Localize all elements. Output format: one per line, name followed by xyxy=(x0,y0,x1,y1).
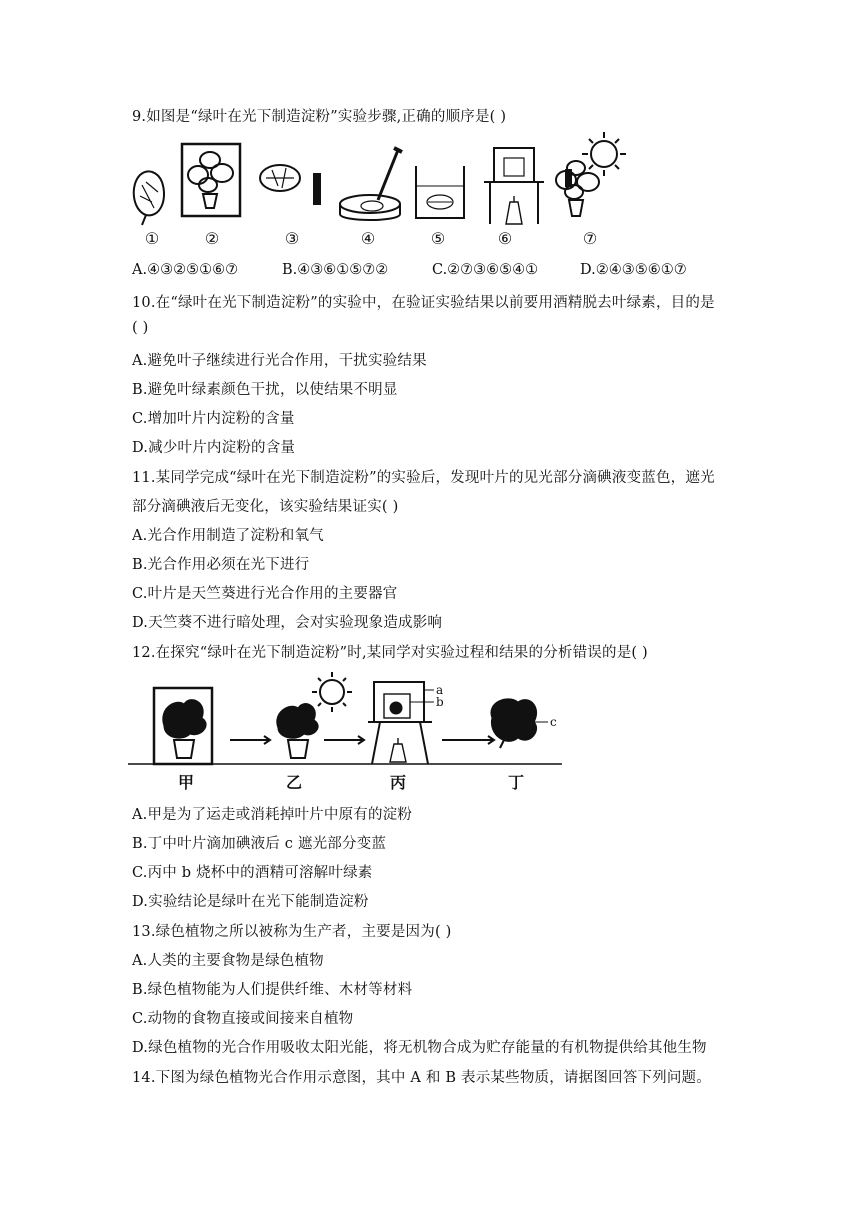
q12-option-a[interactable]: A.甲是为了运走或消耗掉叶片中原有的淀粉 xyxy=(132,807,413,823)
q9-fig-label-6: ⑥ xyxy=(497,229,513,248)
q9-fig-label-4: ④ xyxy=(360,229,376,248)
q11-option-a[interactable]: A.光合作用制造了淀粉和氧气 xyxy=(132,528,324,544)
q13-option-c[interactable]: C.动物的食物直接或间接来自植物 xyxy=(132,1011,354,1027)
beaker-leaf-icon xyxy=(416,166,464,218)
q11-stem-line1: 11.某同学完成“绿叶在光下制造淀粉”的实验后，发现叶片的见光部分滴碘液变蓝色，遮光 xyxy=(132,470,715,486)
water-bath-icon xyxy=(484,148,544,224)
q10-option-a[interactable]: A.避免叶子继续进行光合作用，干扰实验结果 xyxy=(132,353,427,369)
q9-option-c[interactable]: C.②⑦③⑥⑤④① xyxy=(432,262,539,278)
q9-fig-label-5: ⑤ xyxy=(430,229,446,248)
q9-fig-label-2: ② xyxy=(204,229,220,248)
q12-option-d[interactable]: D.实验结论是绿叶在光下能制造淀粉 xyxy=(132,894,369,910)
q11-option-b[interactable]: B.光合作用必须在光下进行 xyxy=(132,557,310,573)
q9-stem: 9.如图是“绿叶在光下制造淀粉”实验步骤,正确的顺序是( ) xyxy=(132,109,507,125)
q12-fig-label-bing: 丙 xyxy=(389,773,407,792)
q13-option-a[interactable]: A.人类的主要食物是绿色植物 xyxy=(132,953,324,969)
leaf-icon xyxy=(491,699,548,748)
leaf-covered-icon xyxy=(260,165,320,204)
q11-option-d[interactable]: D.天竺葵不进行暗处理，会对实验现象造成影响 xyxy=(132,615,443,631)
q10-stem-line1: 10.在“绿叶在光下制造淀粉”的实验中，在验证实验结果以前要用酒精脱去叶绿素，目的是 xyxy=(132,295,715,311)
water-bath-beakers-icon xyxy=(368,682,434,764)
q13-stem: 13.绿色植物之所以被称为生产者，主要是因为( ) xyxy=(132,924,452,940)
q12-mark-a: a xyxy=(436,683,444,697)
potted-plant-sunlight-icon xyxy=(556,132,626,216)
leaf-icon xyxy=(134,171,164,225)
petri-dish-dropper-icon xyxy=(340,148,402,220)
q12-figure xyxy=(128,668,588,796)
q11-stem-line2: 部分滴碘液后无变化，该实验结果证实( ) xyxy=(132,499,399,515)
q12-option-b[interactable]: B.丁中叶片滴加碘液后 c 遮光部分变蓝 xyxy=(132,836,387,852)
q9-option-b[interactable]: B.④③⑥①⑤⑦② xyxy=(282,262,389,278)
q12-fig-label-ding: 丁 xyxy=(507,773,525,792)
q10-option-b[interactable]: B.避免叶绿素颜色干扰，以使结果不明显 xyxy=(132,382,398,398)
q9-figure xyxy=(128,130,648,252)
q14-stem: 14.下图为绿色植物光合作用示意图，其中 A 和 B 表示某些物质，请据图回答下列问题。 xyxy=(132,1070,711,1086)
q12-mark-c: c xyxy=(550,715,557,729)
q12-option-c[interactable]: C.丙中 b 烧杯中的酒精可溶解叶绿素 xyxy=(132,865,373,881)
q12-fig-label-jia: 甲 xyxy=(177,773,195,792)
q13-option-d[interactable]: D.绿色植物的光合作用吸收太阳光能，将无机物合成为贮存能量的有机物提供给其他生物 xyxy=(132,1040,707,1056)
q13-option-b[interactable]: B.绿色植物能为人们提供纤维、木材等材料 xyxy=(132,982,413,998)
q12-stem: 12.在探究“绿叶在光下制造淀粉”时,某同学对实验过程和结果的分析错误的是( ) xyxy=(132,645,648,661)
q9-options xyxy=(132,262,732,282)
q12-mark-b: b xyxy=(436,695,444,709)
potted-plant-sunlight-icon xyxy=(277,672,352,758)
potted-plant-dark-box-icon xyxy=(154,688,212,764)
q9-fig-label-3: ③ xyxy=(284,229,300,248)
q10-option-d[interactable]: D.减少叶片内淀粉的含量 xyxy=(132,440,296,456)
q11-option-c[interactable]: C.叶片是天竺葵进行光合作用的主要器官 xyxy=(132,586,398,602)
q9-option-d[interactable]: D.②④③⑤⑥①⑦ xyxy=(580,262,687,278)
q12-fig-label-yi: 乙 xyxy=(285,773,303,792)
q10-stem-line2: ( ) xyxy=(132,320,149,336)
potted-plant-dark-box-icon xyxy=(182,144,240,216)
q9-option-a[interactable]: A.④③②⑤①⑥⑦ xyxy=(132,262,239,278)
q9-fig-label-1: ① xyxy=(144,229,160,248)
q9-fig-label-7: ⑦ xyxy=(582,229,598,248)
q10-option-c[interactable]: C.增加叶片内淀粉的含量 xyxy=(132,411,295,427)
